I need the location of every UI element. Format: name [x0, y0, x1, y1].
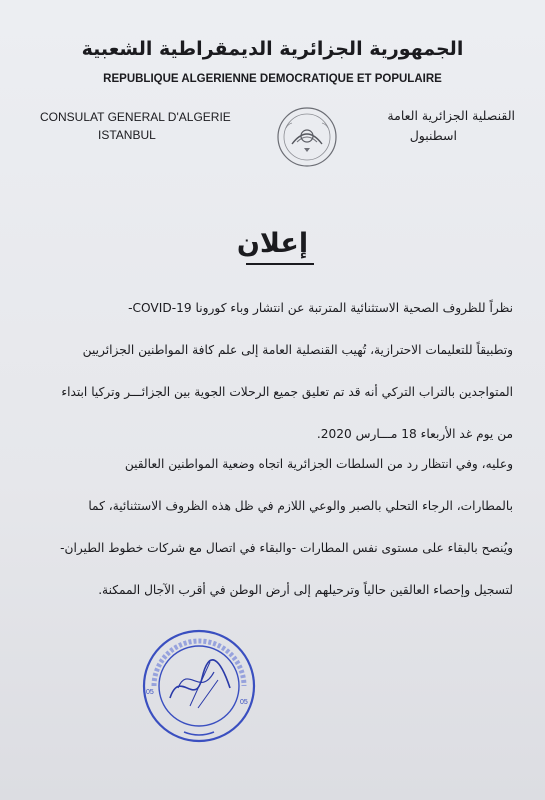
republic-title-french: REPUBLIQUE ALGERIENNE DEMOCRATIQUE ET POPULAIRE	[103, 73, 442, 85]
announcement-heading: إعلان	[236, 228, 309, 259]
consulate-name-arabic	[335, 106, 515, 146]
paragraph-2-line: ويُنصح بالبقاء على مستوى نفس المطارات -والبقاء في اتصال مع شركات خطوط الطيران-	[60, 541, 513, 555]
official-stamp-signature	[140, 628, 258, 744]
paragraph-2-line: بالمطارات، الرجاء التحلي بالصبر والوعي اللازم في ظل هذه الظروف الاستثنائية، كما	[88, 499, 513, 513]
paragraph-1-line: من يوم غد الأربعاء 18 مـــارس 2020.	[316, 427, 513, 441]
heading-underline	[246, 263, 314, 265]
paragraph-1-line: المتواجدين بالتراب التركي أنه قد تم تعليق جميع الرحلات الجوية بين الجزائـــر وتركيا ابتداء	[61, 385, 513, 399]
consulate-ar-line2: اسطنبول	[409, 128, 457, 143]
consulate-fr-line1: CONSULAT GENERAL D'ALGERIE	[40, 110, 231, 124]
paragraph-1-line: وتطبيقاً للتعليمات الاحترازية، تُهيب القنصلية العامة إلى علم كافة المواطنين الجزائريين	[82, 343, 513, 357]
republic-title-arabic: الجمهورية الجزائرية الديمقراطية الشعبية	[81, 38, 464, 60]
svg-text:05: 05	[240, 699, 248, 706]
consulate-fr-line2: ISTANBUL	[98, 128, 156, 142]
paragraph-1-line: نظراً للظروف الصحية الاستثنائية المترتبة عن انتشار وباء كورونا COVID-19-	[128, 301, 513, 315]
svg-text:05: 05	[146, 689, 154, 696]
paragraph-2-line: لتسجيل وإحصاء العالقين حالياً وترحيلهم إلى أرض الوطن في أقرب الآجال الممكنة.	[98, 583, 513, 597]
paragraph-1	[23, 287, 513, 455]
paragraph-2	[23, 443, 513, 611]
consulate-ar-line1: القنصلية الجزائرية العامة	[387, 108, 515, 123]
consulate-name-french	[40, 108, 270, 144]
paragraph-2-line: وعليه، وفي انتظار رد من السلطات الجزائرية اتجاه وضعية المواطنين العالقين	[124, 457, 513, 471]
